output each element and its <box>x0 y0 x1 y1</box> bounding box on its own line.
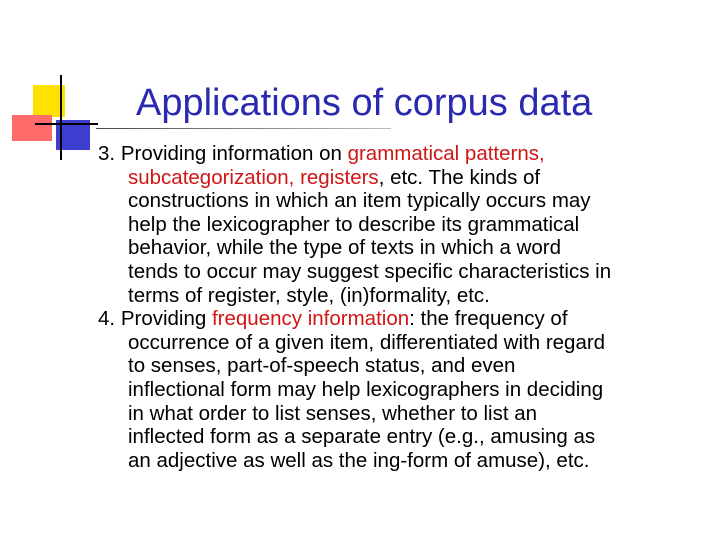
list-item-line <box>98 331 704 355</box>
highlighted-term: frequency information <box>211 307 410 331</box>
text-segment: terms of register, style, (in)formality, etc. <box>128 283 490 307</box>
text-segment: in what order to list senses, whether to list an <box>128 401 538 425</box>
list-item-number: 4. <box>98 307 116 331</box>
title-underline <box>96 128 391 129</box>
list-item-line <box>98 425 704 449</box>
text-segment: Providing information on <box>120 142 348 165</box>
list-item-line <box>98 142 704 166</box>
text-segment: , etc. The kinds of <box>378 165 541 189</box>
list-item-line <box>98 449 704 473</box>
slide-title: Applications of corpus data <box>136 82 593 124</box>
list-item-line <box>98 402 704 426</box>
text-segment: : the frequency of <box>409 307 568 331</box>
deco-vertical-line <box>60 75 62 160</box>
text-segment: tends to occur may suggest specific characteristics in <box>128 259 612 283</box>
text-segment: behavior, while the type of texts in which a word <box>128 236 562 260</box>
list-item-line <box>98 378 704 402</box>
slide-logo-decoration <box>0 0 100 160</box>
list-item-line <box>98 166 704 190</box>
list-item-number: 3. <box>98 142 116 165</box>
text-segment: an adjective as well as the ing-form of amuse), etc. <box>128 448 590 472</box>
list-item <box>98 142 704 307</box>
list-item-line <box>98 213 704 237</box>
list-item-line <box>98 236 704 260</box>
deco-red-square <box>12 115 52 141</box>
text-segment: to senses, part-of-speech status, and even <box>128 354 516 378</box>
text-segment: help the lexicographer to describe its grammatical <box>128 212 580 236</box>
list-item-line <box>98 354 704 378</box>
highlighted-term: grammatical patterns, <box>347 142 545 165</box>
text-segment: Providing <box>120 307 212 331</box>
text-segment: inflectional form may help lexicographers in deciding <box>128 377 604 401</box>
text-segment: inflected form as a separate entry (e.g., amusing as <box>128 425 596 449</box>
list-item <box>98 307 704 472</box>
text-segment: occurrence of a given item, differentiated with regard <box>128 330 606 354</box>
list-item-line <box>98 260 704 284</box>
list-item-line <box>98 284 704 308</box>
text-segment: constructions in which an item typically occurs may <box>128 189 591 213</box>
slide-body <box>98 142 704 472</box>
highlighted-term: subcategorization, registers <box>128 165 379 189</box>
list-item-line <box>98 189 704 213</box>
deco-horizontal-line <box>35 123 98 125</box>
list-item-line <box>98 307 704 331</box>
